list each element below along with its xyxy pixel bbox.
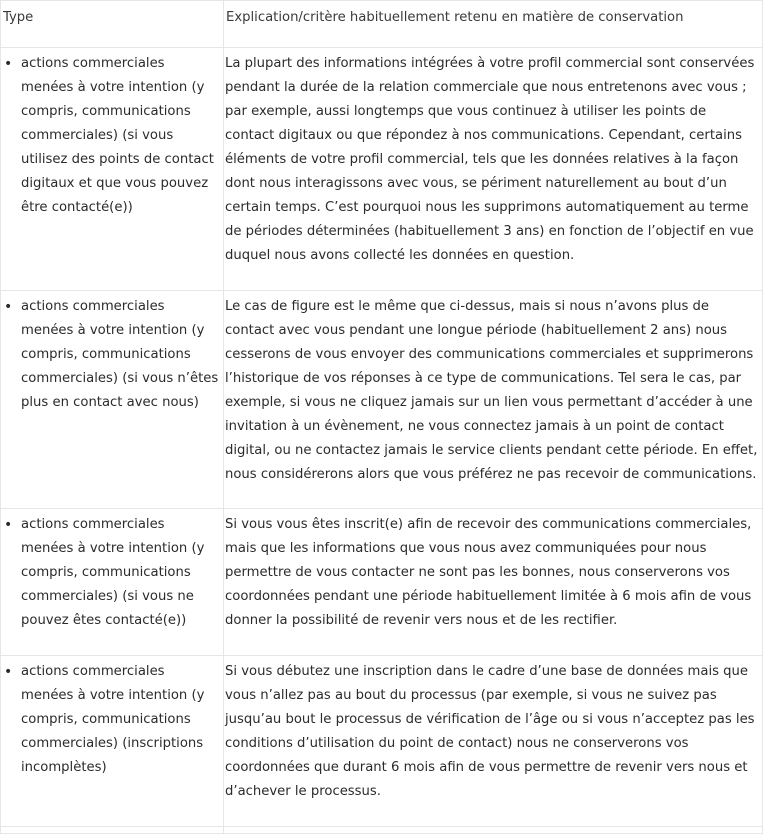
explanation-cell: Si vous débutez une inscription dans le cadre d’une base de données mais que vous n’allez pas au bout du processus (par exemple, si vous ne suivez pas jusqu’au bout le processus de vérification de l’âge ou si vous n’acceptez pas les conditions d’utilisation du point de contact) nous ne conserverons vos coordonnées que durant 6 mois afin de vous permettre de revenir vers nous et d’achever le processus.	[224, 656, 763, 827]
empty-cell	[1, 827, 224, 834]
type-cell	[1, 509, 224, 656]
bullet-icon: •	[4, 56, 13, 72]
explanation-cell: La plupart des informations intégrées à votre profil commercial sont conservées pendant la durée de la relation commerciale que nous entretenons avec vous ; par exemple, aussi longtemps que vous continuez à utiliser les points de contact digitaux ou que répondez à nos communications. Cependant, certains éléments de votre profil commercial, tels que les données relatives à la façon dont nous interagissons avec vous, se périment naturellement au bout d’un certain temps. C’est pourquoi nous les supprimons automatiquement au terme de périodes déterminées (habituellement 3 ans) en fonction de l’objectif en vue duquel nous avons collecté les données en question.	[224, 48, 763, 291]
type-text: actions commerciales menées à votre intention (y compris, communications commerciales) (si vous n’êtes plus en contact avec nous)	[21, 299, 219, 410]
type-cell	[1, 656, 224, 827]
table-row-partial	[1, 827, 763, 834]
list-item	[4, 295, 221, 415]
empty-cell	[224, 827, 763, 834]
list-item	[4, 660, 221, 780]
type-list	[1, 660, 221, 780]
list-item	[4, 513, 221, 633]
header-explanation: Explication/critère habituellement retenu en matière de conservation	[224, 1, 763, 48]
type-cell	[1, 48, 224, 291]
table-row	[1, 656, 763, 827]
table-header-row	[1, 1, 763, 48]
list-item	[4, 52, 221, 220]
type-list	[1, 295, 221, 415]
bullet-icon: •	[4, 664, 13, 680]
type-text: actions commerciales menées à votre intention (y compris, communications commerciales) (si vous ne pouvez êtes contacté(e))	[21, 517, 205, 628]
type-cell	[1, 291, 224, 509]
table-row	[1, 509, 763, 656]
table-row	[1, 48, 763, 291]
table-row	[1, 291, 763, 509]
type-list	[1, 513, 221, 633]
explanation-cell: Si vous vous êtes inscrit(e) afin de recevoir des communications commerciales, mais que les informations que vous nous avez communiquées pour nous permettre de vous contacter ne sont pas les bonnes, nous conserverons vos coordonnées pendant une période habituellement limitée à 6 mois afin de vous donner la possibilité de revenir vers nous et de les rectifier.	[224, 509, 763, 656]
bullet-icon: •	[4, 517, 13, 533]
explanation-cell: Le cas de figure est le même que ci-dessus, mais si nous n’avons plus de contact avec vous pendant une longue période (habituellement 2 ans) nous cesserons de vous envoyer des communications commerciales et supprimerons l’historique de vos réponses à ce type de communications. Tel sera le cas, par exemple, si vous ne cliquez jamais sur un lien vous permettant d’accéder à une invitation à un évènement, ne vous connectez jamais à un point de contact digital, ou ne contactez jamais le service clients pendant cette période. En effet, nous considérerons alors que vous préférez ne pas recevoir de communications.	[224, 291, 763, 509]
type-text: actions commerciales menées à votre intention (y compris, communications commerciales) (si vous utilisez des points de contact digitaux et que vous pouvez être contacté(e))	[21, 56, 214, 215]
type-list	[1, 52, 221, 220]
header-type: Type	[1, 1, 224, 48]
type-text: actions commerciales menées à votre intention (y compris, communications commerciales) (inscriptions incomplètes)	[21, 664, 205, 775]
bullet-icon: •	[4, 299, 13, 315]
